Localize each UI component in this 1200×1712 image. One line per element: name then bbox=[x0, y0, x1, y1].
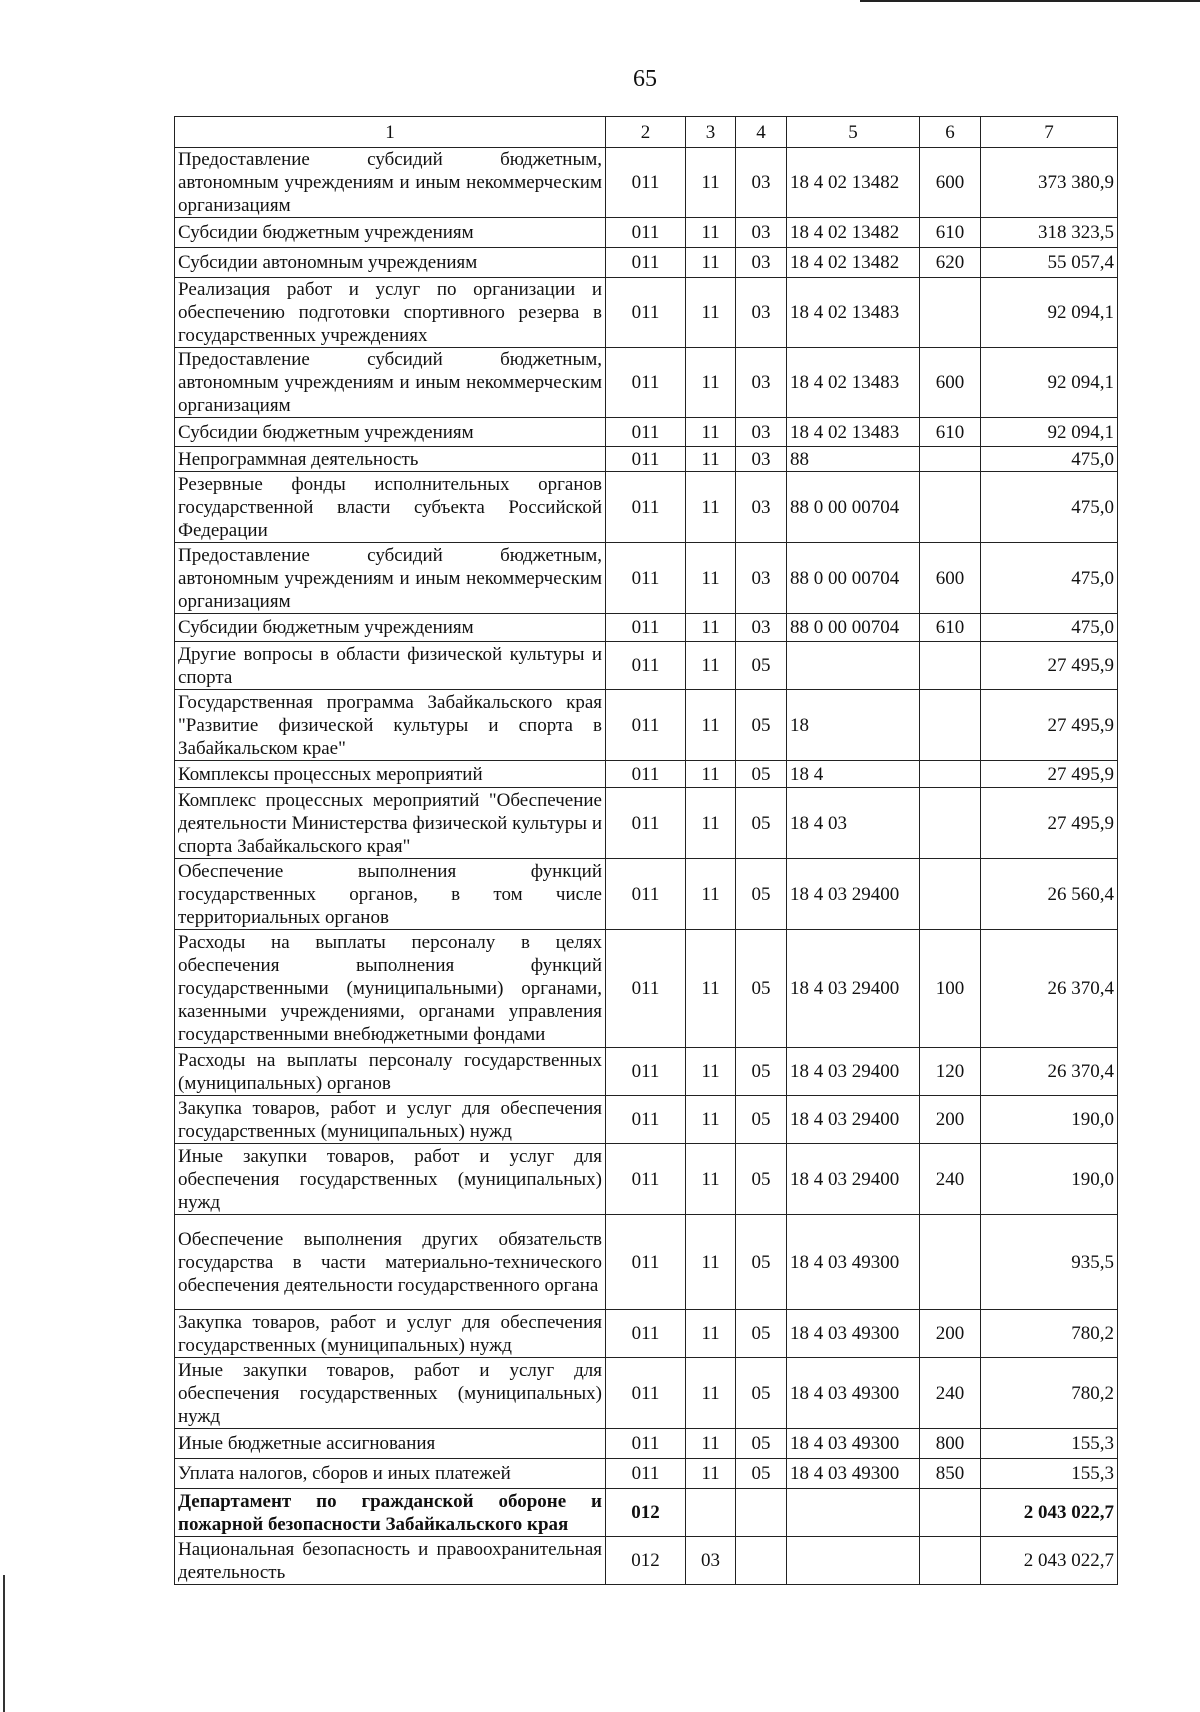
row-subsection: 05 bbox=[736, 1144, 787, 1215]
table-row bbox=[175, 1048, 1118, 1096]
row-section: 11 bbox=[686, 614, 736, 642]
row-section: 11 bbox=[686, 690, 736, 761]
table-row bbox=[175, 218, 1118, 248]
row-section: 11 bbox=[686, 859, 736, 930]
row-section: 11 bbox=[686, 1358, 736, 1429]
row-amount: 475,0 bbox=[981, 543, 1118, 614]
row-code: 012 bbox=[606, 1537, 686, 1585]
table-row bbox=[175, 788, 1118, 859]
row-name: Расходы на выплаты персоналу в целях обеспечения выполнения функций государственными (муниципальными) органами, казенными учреждениями, органами управления государственными внебюджетными фондами bbox=[175, 930, 606, 1048]
row-kind: 610 bbox=[920, 614, 981, 642]
row-kind bbox=[920, 788, 981, 859]
header-col-3: 3 bbox=[686, 117, 736, 148]
row-name: Иные закупки товаров, работ и услуг для обеспечения государственных (муниципальных) нужд bbox=[175, 1144, 606, 1215]
row-kind: 610 bbox=[920, 218, 981, 248]
row-code: 011 bbox=[606, 642, 686, 690]
row-amount: 27 495,9 bbox=[981, 761, 1118, 788]
table-row bbox=[175, 859, 1118, 930]
row-target: 18 4 03 29400 bbox=[787, 1096, 920, 1144]
row-name: Департамент по гражданской обороне и пожарной безопасности Забайкальского края bbox=[175, 1489, 606, 1537]
row-amount: 318 323,5 bbox=[981, 218, 1118, 248]
row-subsection: 05 bbox=[736, 930, 787, 1048]
row-section: 11 bbox=[686, 148, 736, 218]
row-name: Предоставление субсидий бюджетным, автономным учреждениям и иным некоммерческим организациям bbox=[175, 148, 606, 218]
row-amount: 475,0 bbox=[981, 447, 1118, 472]
row-section: 03 bbox=[686, 1537, 736, 1585]
row-subsection: 03 bbox=[736, 218, 787, 248]
row-code: 011 bbox=[606, 690, 686, 761]
row-name: Закупка товаров, работ и услуг для обеспечения государственных (муниципальных) нужд bbox=[175, 1096, 606, 1144]
row-target: 18 4 bbox=[787, 761, 920, 788]
row-kind bbox=[920, 447, 981, 472]
row-amount: 92 094,1 bbox=[981, 418, 1118, 447]
row-target: 88 bbox=[787, 447, 920, 472]
table-row-department bbox=[175, 1489, 1118, 1537]
row-code: 011 bbox=[606, 1310, 686, 1358]
row-target: 18 4 03 29400 bbox=[787, 1048, 920, 1096]
row-subsection: 03 bbox=[736, 472, 787, 543]
row-target: 18 4 03 bbox=[787, 788, 920, 859]
row-code: 011 bbox=[606, 472, 686, 543]
table-row bbox=[175, 930, 1118, 1048]
row-name: Субсидии бюджетным учреждениям bbox=[175, 614, 606, 642]
row-amount: 780,2 bbox=[981, 1310, 1118, 1358]
table-row bbox=[175, 543, 1118, 614]
row-code: 011 bbox=[606, 348, 686, 418]
row-kind: 610 bbox=[920, 418, 981, 447]
row-code: 011 bbox=[606, 447, 686, 472]
table-row bbox=[175, 1215, 1118, 1310]
row-name: Закупка товаров, работ и услуг для обеспечения государственных (муниципальных) нужд bbox=[175, 1310, 606, 1358]
row-kind bbox=[920, 1489, 981, 1537]
row-amount: 55 057,4 bbox=[981, 248, 1118, 278]
row-name: Государственная программа Забайкальского края "Развитие физической культуры и спорта в Забайкальском крае" bbox=[175, 690, 606, 761]
row-amount: 2 043 022,7 bbox=[981, 1489, 1118, 1537]
row-kind bbox=[920, 1215, 981, 1310]
row-code: 012 bbox=[606, 1489, 686, 1537]
row-section: 11 bbox=[686, 1310, 736, 1358]
row-amount: 27 495,9 bbox=[981, 690, 1118, 761]
row-name: Субсидии автономным учреждениям bbox=[175, 248, 606, 278]
row-code: 011 bbox=[606, 148, 686, 218]
row-amount: 155,3 bbox=[981, 1459, 1118, 1489]
row-code: 011 bbox=[606, 543, 686, 614]
row-kind bbox=[920, 278, 981, 348]
row-code: 011 bbox=[606, 218, 686, 248]
row-kind: 600 bbox=[920, 148, 981, 218]
row-subsection: 05 bbox=[736, 859, 787, 930]
header-col-1: 1 bbox=[175, 117, 606, 148]
row-name: Предоставление субсидий бюджетным, автономным учреждениям и иным некоммерческим организациям bbox=[175, 543, 606, 614]
row-kind bbox=[920, 690, 981, 761]
row-subsection: 05 bbox=[736, 1358, 787, 1429]
header-col-7: 7 bbox=[981, 117, 1118, 148]
row-section: 11 bbox=[686, 1429, 736, 1459]
row-code: 011 bbox=[606, 1358, 686, 1429]
table-row bbox=[175, 1310, 1118, 1358]
scan-edge-top bbox=[860, 0, 1200, 2]
table-row bbox=[175, 642, 1118, 690]
table-row bbox=[175, 1537, 1118, 1585]
table-row bbox=[175, 418, 1118, 447]
row-amount: 373 380,9 bbox=[981, 148, 1118, 218]
table-row bbox=[175, 761, 1118, 788]
table-row bbox=[175, 472, 1118, 543]
row-target: 18 4 03 49300 bbox=[787, 1459, 920, 1489]
row-code: 011 bbox=[606, 248, 686, 278]
row-section: 11 bbox=[686, 1096, 736, 1144]
row-amount: 155,3 bbox=[981, 1429, 1118, 1459]
header-col-4: 4 bbox=[736, 117, 787, 148]
row-code: 011 bbox=[606, 930, 686, 1048]
row-code: 011 bbox=[606, 1429, 686, 1459]
row-kind bbox=[920, 859, 981, 930]
header-col-5: 5 bbox=[787, 117, 920, 148]
row-subsection: 03 bbox=[736, 543, 787, 614]
row-target: 18 4 03 29400 bbox=[787, 930, 920, 1048]
header-col-2: 2 bbox=[606, 117, 686, 148]
row-target: 18 4 03 29400 bbox=[787, 1144, 920, 1215]
row-subsection: 05 bbox=[736, 1215, 787, 1310]
row-section: 11 bbox=[686, 761, 736, 788]
row-target: 18 4 02 13483 bbox=[787, 278, 920, 348]
row-kind: 600 bbox=[920, 543, 981, 614]
row-target: 88 0 00 00704 bbox=[787, 472, 920, 543]
row-subsection: 05 bbox=[736, 1048, 787, 1096]
row-kind: 850 bbox=[920, 1459, 981, 1489]
row-name: Предоставление субсидий бюджетным, автономным учреждениям и иным некоммерческим организациям bbox=[175, 348, 606, 418]
row-kind: 620 bbox=[920, 248, 981, 278]
table-row bbox=[175, 278, 1118, 348]
row-kind: 600 bbox=[920, 348, 981, 418]
row-target: 88 0 00 00704 bbox=[787, 543, 920, 614]
row-name: Иные бюджетные ассигнования bbox=[175, 1429, 606, 1459]
row-name: Реализация работ и услуг по организации и обеспечению подготовки спортивного резерва в государственных учреждениях bbox=[175, 278, 606, 348]
row-kind: 120 bbox=[920, 1048, 981, 1096]
budget-table bbox=[174, 116, 1118, 1585]
row-name: Субсидии бюджетным учреждениям bbox=[175, 218, 606, 248]
row-subsection: 05 bbox=[736, 690, 787, 761]
row-subsection: 05 bbox=[736, 1096, 787, 1144]
row-code: 011 bbox=[606, 788, 686, 859]
row-amount: 92 094,1 bbox=[981, 278, 1118, 348]
row-subsection: 03 bbox=[736, 614, 787, 642]
row-target: 18 4 02 13482 bbox=[787, 148, 920, 218]
row-subsection bbox=[736, 1537, 787, 1585]
row-code: 011 bbox=[606, 1048, 686, 1096]
row-subsection: 05 bbox=[736, 1310, 787, 1358]
row-kind: 240 bbox=[920, 1144, 981, 1215]
row-subsection: 03 bbox=[736, 418, 787, 447]
row-subsection: 03 bbox=[736, 348, 787, 418]
row-target: 18 4 03 49300 bbox=[787, 1310, 920, 1358]
row-name: Уплата налогов, сборов и иных платежей bbox=[175, 1459, 606, 1489]
row-name: Непрограммная деятельность bbox=[175, 447, 606, 472]
table-row bbox=[175, 248, 1118, 278]
table-row bbox=[175, 1096, 1118, 1144]
row-amount: 2 043 022,7 bbox=[981, 1537, 1118, 1585]
row-kind bbox=[920, 472, 981, 543]
row-subsection: 03 bbox=[736, 148, 787, 218]
row-amount: 92 094,1 bbox=[981, 348, 1118, 418]
row-name: Резервные фонды исполнительных органов государственной власти субъекта Российской Федерации bbox=[175, 472, 606, 543]
row-subsection bbox=[736, 1489, 787, 1537]
row-section: 11 bbox=[686, 472, 736, 543]
row-name: Национальная безопасность и правоохранительная деятельность bbox=[175, 1537, 606, 1585]
row-subsection: 05 bbox=[736, 788, 787, 859]
row-target: 18 4 03 49300 bbox=[787, 1358, 920, 1429]
row-target: 18 4 02 13483 bbox=[787, 418, 920, 447]
row-amount: 475,0 bbox=[981, 614, 1118, 642]
row-subsection: 03 bbox=[736, 278, 787, 348]
row-amount: 475,0 bbox=[981, 472, 1118, 543]
row-kind: 100 bbox=[920, 930, 981, 1048]
row-target: 18 4 03 29400 bbox=[787, 859, 920, 930]
row-subsection: 05 bbox=[736, 761, 787, 788]
row-subsection: 05 bbox=[736, 1459, 787, 1489]
row-target: 18 4 03 49300 bbox=[787, 1215, 920, 1310]
row-target bbox=[787, 1537, 920, 1585]
row-target: 18 4 02 13482 bbox=[787, 248, 920, 278]
row-target bbox=[787, 642, 920, 690]
row-amount: 26 560,4 bbox=[981, 859, 1118, 930]
row-target: 88 0 00 00704 bbox=[787, 614, 920, 642]
row-code: 011 bbox=[606, 1459, 686, 1489]
row-amount: 26 370,4 bbox=[981, 1048, 1118, 1096]
row-target: 18 4 03 49300 bbox=[787, 1429, 920, 1459]
row-section: 11 bbox=[686, 930, 736, 1048]
table-row bbox=[175, 1429, 1118, 1459]
row-target: 18 4 02 13482 bbox=[787, 218, 920, 248]
row-name: Обеспечение выполнения других обязательств государства в части материально-технического обеспечения деятельности государственного органа bbox=[175, 1215, 606, 1310]
row-target: 18 bbox=[787, 690, 920, 761]
row-code: 011 bbox=[606, 859, 686, 930]
row-name: Субсидии бюджетным учреждениям bbox=[175, 418, 606, 447]
row-section: 11 bbox=[686, 248, 736, 278]
row-section: 11 bbox=[686, 348, 736, 418]
row-section: 11 bbox=[686, 1144, 736, 1215]
row-subsection: 05 bbox=[736, 1429, 787, 1459]
table-row bbox=[175, 1459, 1118, 1489]
row-kind bbox=[920, 642, 981, 690]
row-amount: 780,2 bbox=[981, 1358, 1118, 1429]
row-subsection: 03 bbox=[736, 447, 787, 472]
row-section: 11 bbox=[686, 543, 736, 614]
row-subsection: 05 bbox=[736, 642, 787, 690]
row-name: Расходы на выплаты персоналу государственных (муниципальных) органов bbox=[175, 1048, 606, 1096]
row-code: 011 bbox=[606, 1144, 686, 1215]
header-row bbox=[175, 117, 1118, 148]
row-name: Иные закупки товаров, работ и услуг для обеспечения государственных (муниципальных) нужд bbox=[175, 1358, 606, 1429]
row-target bbox=[787, 1489, 920, 1537]
table-row bbox=[175, 1358, 1118, 1429]
row-subsection: 03 bbox=[736, 248, 787, 278]
table-row bbox=[175, 348, 1118, 418]
row-kind: 200 bbox=[920, 1096, 981, 1144]
row-section: 11 bbox=[686, 278, 736, 348]
row-kind: 800 bbox=[920, 1429, 981, 1459]
row-name: Обеспечение выполнения функций государственных органов, в том числе территориальных органов bbox=[175, 859, 606, 930]
table-row bbox=[175, 614, 1118, 642]
scan-edge-left bbox=[3, 1575, 5, 1712]
row-name: Комплексы процессных мероприятий bbox=[175, 761, 606, 788]
table-row bbox=[175, 447, 1118, 472]
row-section: 11 bbox=[686, 788, 736, 859]
row-code: 011 bbox=[606, 418, 686, 447]
row-code: 011 bbox=[606, 761, 686, 788]
row-code: 011 bbox=[606, 1215, 686, 1310]
row-code: 011 bbox=[606, 278, 686, 348]
row-amount: 27 495,9 bbox=[981, 788, 1118, 859]
row-section: 11 bbox=[686, 418, 736, 447]
row-amount: 26 370,4 bbox=[981, 930, 1118, 1048]
row-name: Другие вопросы в области физической культуры и спорта bbox=[175, 642, 606, 690]
row-section: 11 bbox=[686, 642, 736, 690]
table-row bbox=[175, 148, 1118, 218]
table-row bbox=[175, 690, 1118, 761]
page-number: 65 bbox=[633, 66, 657, 92]
row-amount: 190,0 bbox=[981, 1144, 1118, 1215]
row-kind: 200 bbox=[920, 1310, 981, 1358]
row-section bbox=[686, 1489, 736, 1537]
row-kind: 240 bbox=[920, 1358, 981, 1429]
row-code: 011 bbox=[606, 1096, 686, 1144]
row-code: 011 bbox=[606, 614, 686, 642]
row-target: 18 4 02 13483 bbox=[787, 348, 920, 418]
row-kind bbox=[920, 761, 981, 788]
row-amount: 27 495,9 bbox=[981, 642, 1118, 690]
row-section: 11 bbox=[686, 447, 736, 472]
row-amount: 935,5 bbox=[981, 1215, 1118, 1310]
header-col-6: 6 bbox=[920, 117, 981, 148]
table-row bbox=[175, 1144, 1118, 1215]
row-section: 11 bbox=[686, 1048, 736, 1096]
row-kind bbox=[920, 1537, 981, 1585]
row-section: 11 bbox=[686, 1215, 736, 1310]
row-section: 11 bbox=[686, 218, 736, 248]
row-section: 11 bbox=[686, 1459, 736, 1489]
row-name: Комплекс процессных мероприятий "Обеспечение деятельности Министерства физической культуры и спорта Забайкальского края" bbox=[175, 788, 606, 859]
row-amount: 190,0 bbox=[981, 1096, 1118, 1144]
